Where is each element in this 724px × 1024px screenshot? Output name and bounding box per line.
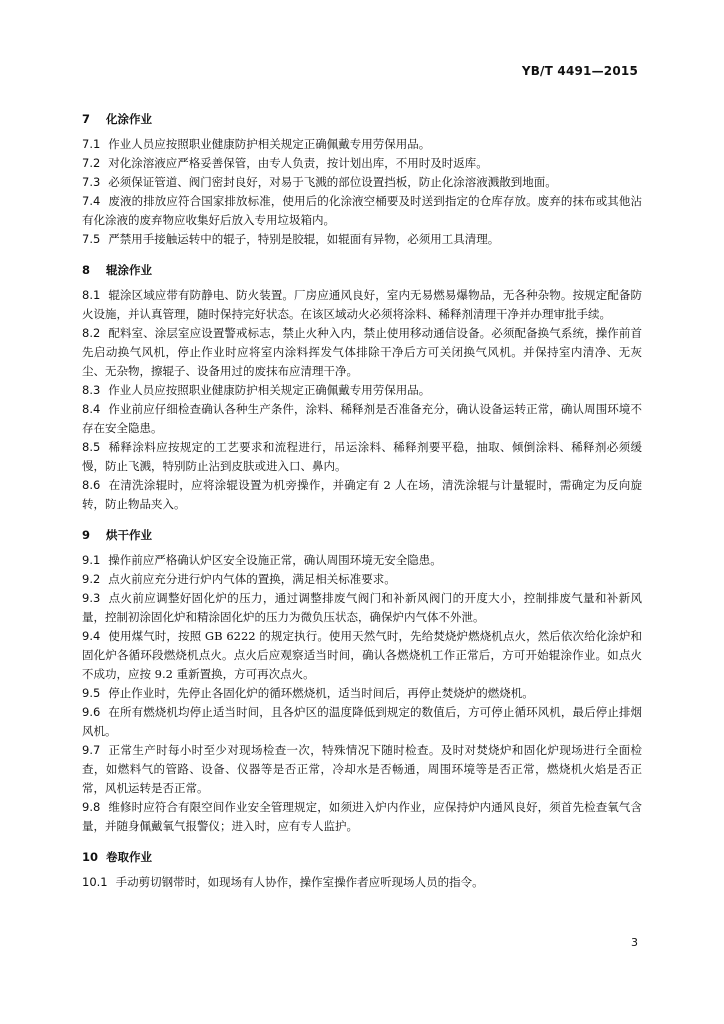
clause: 8.6 在清洗涂辊时，应将涂辊设置为机旁操作，并确定有 2 人在场，清洗涂辊与计量辊时，需确定为反向旋转，防止物品夹入。 <box>82 478 642 511</box>
clause: 8.5 稀释涂料应按规定的工艺要求和流程进行，吊运涂料、稀释剂要平稳，抽取、倾倒涂料、稀释剂必须缓慢，防止飞溅，特别防止沾到皮肤或进入口、鼻内。 <box>82 440 642 473</box>
clause: 8.1 辊涂区域应带有防静电、防火装置。厂房应通风良好，室内无易燃易爆物品，无各种杂物。按规定配备防火设施，并认真管理，随时保持完好状态。在该区域动火必须将涂料、稀释剂清理干净并办理审批手续。 <box>82 288 642 321</box>
section-heading: 8 辊涂作业 <box>82 263 153 277</box>
document-header: YB/T 4491—2015 <box>521 64 638 78</box>
section-heading: 7 化涂作业 <box>82 112 153 126</box>
clause: 9.3 点火前应调整好固化炉的压力，通过调整排废气阀门和补新风阀门的开度大小，控制排废气量和补新风量，控制初涂固化炉和精涂固化炉的压力为微负压状态，确保炉内气体不外泄。 <box>82 591 642 624</box>
clause: 9.4 使用煤气时，按照 GB 6222 的规定执行。使用天然气时，先给焚烧炉燃烧机点火，然后依次给化涂炉和固化炉各循环段燃烧机点火。点火后应观察适当时间，确认各燃烧机工作正常后，方可开始辊涂作业。如点火不成功，应按 9.2 重新置换，方可再次点火。 <box>82 629 642 681</box>
clause: 9.1 操作前应严格确认炉区安全设施正常，确认周围环境无安全隐患。 <box>82 553 442 567</box>
clause: 8.2 配料室、涂层室应设置警戒标志，禁止火种入内，禁止使用移动通信设备。必须配备换气系统，操作前首先启动换气风机，停止作业时应将室内涂料挥发气体排除干净后方可关闭换气风机。并保持室内清净、无灰尘、无杂物，擦辊子、设备用过的废抹布应清理干净。 <box>82 326 642 378</box>
section-heading: 10 卷取作业 <box>82 850 153 864</box>
clause: 7.2 对化涂溶液应严格妥善保管，由专人负责，按计划出库，不用时及时返库。 <box>82 156 488 170</box>
clause: 9.8 维修时应符合有限空间作业安全管理规定，如须进入炉内作业，应保持炉内通风良好，须首先检查氧气含量，并随身佩戴氧气报警仪；进入时，应有专人监护。 <box>82 800 642 833</box>
clause: 7.3 必须保证管道、阀门密封良好，对易于飞溅的部位设置挡板，防止化涂溶液溅散到地面。 <box>82 175 557 189</box>
clause: 9.5 停止作业时，先停止各固化炉的循环燃烧机，适当时间后，再停止焚烧炉的燃烧机。 <box>82 686 534 700</box>
clause: 8.3 作业人员应按照职业健康防护相关规定正确佩戴专用劳保用品。 <box>82 383 431 397</box>
section-heading: 9 烘干作业 <box>82 528 153 542</box>
page-number: 3 <box>631 936 638 949</box>
clause: 9.2 点火前应充分进行炉内气体的置换，满足相关标准要求。 <box>82 572 396 586</box>
clause: 9.7 正常生产时每小时至少对现场检查一次，特殊情况下随时检查。及时对焚烧炉和固化炉现场进行全面检查，如燃料气的管路、设备、仪器等是否正常，冷却水是否畅通，周围环境等是否正常，燃烧机火焰是否正常，风机运转是否正常。 <box>82 743 642 795</box>
clause: 7.5 严禁用手接触运转中的辊子，特别是胶辊，如辊面有异物，必须用工具清理。 <box>82 232 500 246</box>
clause: 9.6 在所有燃烧机均停止适当时间，且各炉区的温度降低到规定的数值后，方可停止循环风机，最后停止排烟风机。 <box>82 705 642 738</box>
clause: 7.4 废液的排放应符合国家排放标准，使用后的化涂液空桶要及时送到指定的仓库存放。废弃的抹布或其他沾有化涂液的废弃物应收集好后放入专用垃圾箱内。 <box>82 194 642 227</box>
clause: 7.1 作业人员应按照职业健康防护相关规定正确佩戴专用劳保用品。 <box>82 137 431 151</box>
clause: 8.4 作业前应仔细检查确认各种生产条件，涂料、稀释剂是否准备充分，确认设备运转正常，确认周围环境不存在安全隐患。 <box>82 402 642 435</box>
clause: 10.1 手动剪切钢带时，如现场有人协作，操作室操作者应听现场人员的指令。 <box>82 875 484 889</box>
document-body <box>82 108 642 892</box>
